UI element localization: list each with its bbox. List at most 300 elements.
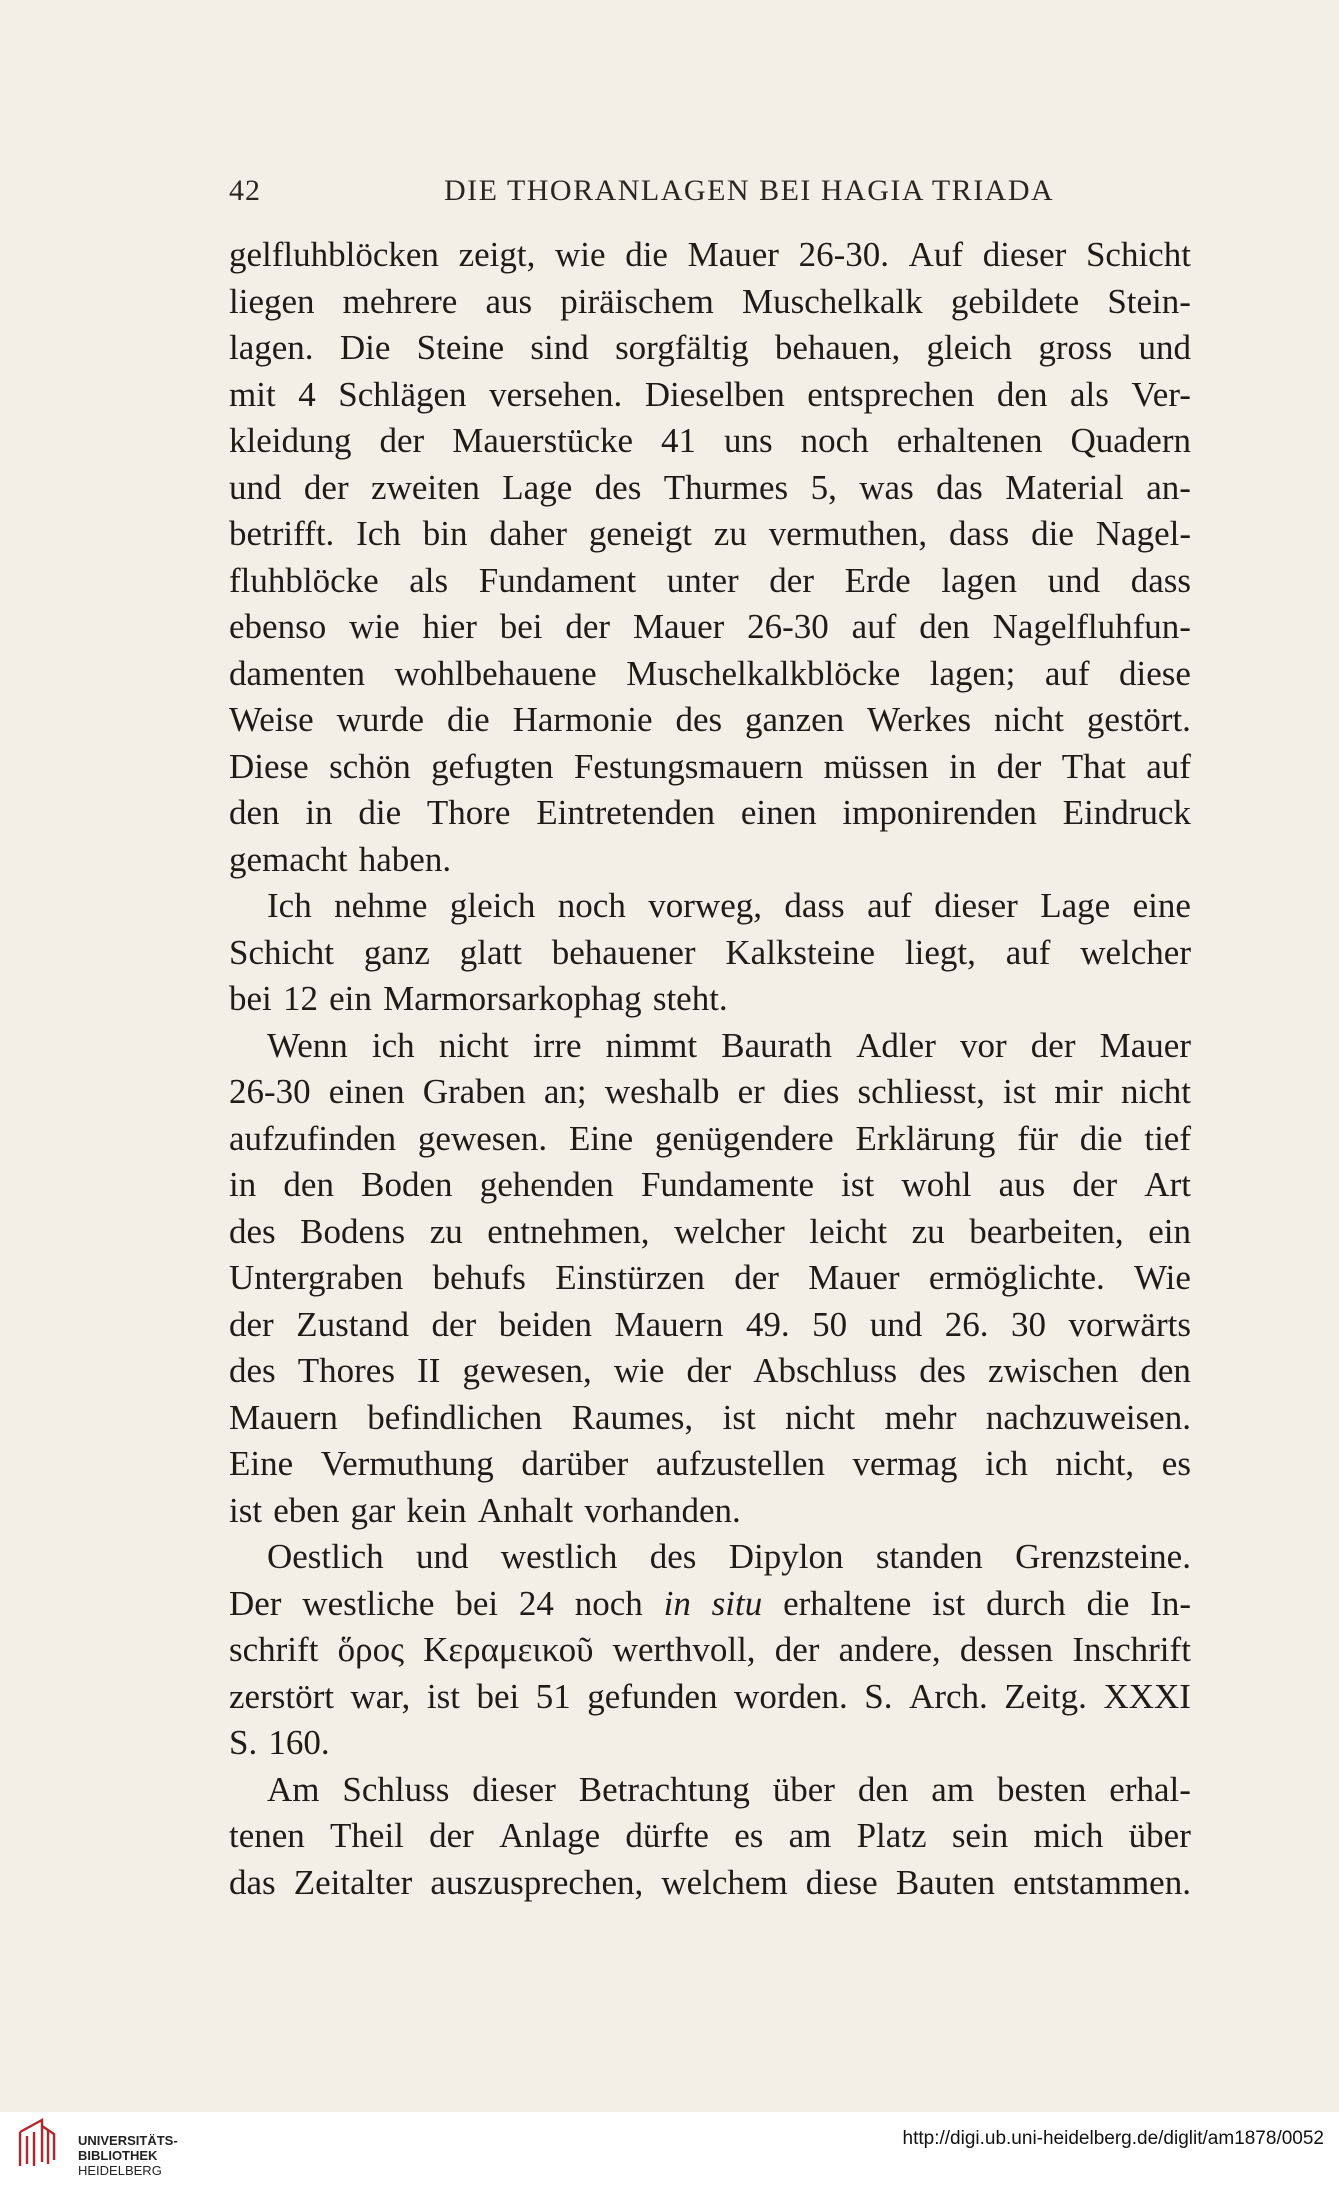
word: Zeitalter xyxy=(293,1862,413,1902)
word: Nagel- xyxy=(1095,514,1191,553)
word: nimmt xyxy=(605,1025,698,1065)
word: noch xyxy=(574,1583,643,1623)
word: gewesen. xyxy=(417,1118,548,1158)
word: der xyxy=(379,421,425,460)
word: andere, xyxy=(838,1630,941,1669)
word: dieser xyxy=(472,1769,556,1809)
word: der xyxy=(734,1258,779,1297)
word: welcher xyxy=(674,1211,785,1251)
word: bei xyxy=(229,979,272,1018)
word: 24 xyxy=(518,1583,554,1623)
word: Mauer xyxy=(687,235,779,274)
word: noch xyxy=(557,886,626,925)
word: die xyxy=(625,235,668,274)
text-line xyxy=(229,511,1191,558)
word: Erde xyxy=(844,560,911,600)
word: schliesst, xyxy=(857,1072,985,1111)
text-line xyxy=(229,1534,1191,1581)
word: die xyxy=(358,793,402,832)
word: den xyxy=(283,1165,334,1204)
word: Steine xyxy=(416,328,505,367)
word: nehme xyxy=(334,886,428,925)
word: Thurmes xyxy=(663,467,789,507)
word: liegt, xyxy=(904,932,976,972)
word: 5, xyxy=(810,467,837,507)
word: Am xyxy=(267,1769,320,1809)
word: uns xyxy=(724,421,773,460)
word: Dipylon xyxy=(728,1537,844,1576)
word: behufs xyxy=(432,1258,526,1297)
word: Material xyxy=(1005,467,1124,507)
word: dieser xyxy=(982,235,1067,274)
word: Anlage xyxy=(499,1816,601,1855)
text-line xyxy=(229,325,1191,372)
word: auf xyxy=(867,886,912,925)
text-line xyxy=(229,744,1191,791)
word: über xyxy=(1128,1816,1191,1855)
word: dass xyxy=(1130,560,1191,600)
word: Eindruck xyxy=(1062,793,1191,832)
word: standen xyxy=(875,1537,983,1576)
text-line xyxy=(229,1302,1191,1349)
text-line xyxy=(229,232,1191,279)
word: ὅρος xyxy=(337,1630,404,1669)
word: es xyxy=(734,1816,764,1855)
word: Oestlich xyxy=(267,1537,384,1576)
word: in xyxy=(949,746,977,786)
word: zu xyxy=(429,1211,463,1251)
word: ermöglichte. xyxy=(928,1258,1105,1297)
word: den xyxy=(1140,1351,1191,1390)
page-number: 42 xyxy=(229,174,261,207)
word: vor xyxy=(960,1025,1007,1065)
word: entnehmen, xyxy=(487,1211,650,1251)
text-line xyxy=(229,1069,1191,1116)
word: ist xyxy=(841,1165,875,1204)
word: aufzufinden xyxy=(229,1118,397,1158)
word: 49. xyxy=(745,1304,790,1344)
word: vorweg, xyxy=(648,886,762,925)
text-line xyxy=(229,418,1191,465)
word: tief xyxy=(1144,1118,1191,1158)
word: ist xyxy=(722,1397,756,1437)
word: That xyxy=(1061,746,1126,786)
word: den xyxy=(996,374,1048,414)
text-line xyxy=(229,1348,1191,1395)
word: ein xyxy=(329,979,372,1018)
word: Muschelkalkblöcke xyxy=(626,653,901,693)
word: bei xyxy=(476,1676,520,1716)
word: Boden xyxy=(361,1165,453,1204)
word: westlich xyxy=(500,1537,618,1576)
text-line xyxy=(229,372,1191,419)
text-line xyxy=(229,1767,1191,1814)
word: Raumes, xyxy=(571,1397,694,1437)
library-logo-icon xyxy=(14,2114,64,2170)
word: durch xyxy=(986,1583,1066,1623)
word: Eine xyxy=(568,1118,634,1158)
word: 160. xyxy=(268,1723,330,1762)
word: zerstört xyxy=(229,1676,334,1716)
word: eben xyxy=(273,1490,340,1530)
word: zeigt, xyxy=(458,235,536,274)
word: dieser xyxy=(934,886,1018,925)
word: sind xyxy=(530,328,589,367)
word: gleich xyxy=(449,886,536,925)
word: einen xyxy=(740,793,817,832)
word: zwischen xyxy=(988,1351,1119,1390)
word: gelfluhblöcken xyxy=(229,235,439,274)
word: der xyxy=(1030,1025,1076,1065)
text-line xyxy=(229,1860,1191,1907)
word: vermuthen, xyxy=(768,514,928,553)
word: ist xyxy=(229,1490,263,1530)
word: unter xyxy=(666,560,739,600)
word: In- xyxy=(1150,1583,1191,1623)
word: tenen xyxy=(229,1816,305,1855)
word: mehr xyxy=(884,1397,957,1437)
word: ist xyxy=(932,1583,966,1623)
word: Art xyxy=(1144,1165,1191,1204)
word: gewesen, xyxy=(462,1351,592,1390)
word: wie xyxy=(349,607,400,646)
word: 50 xyxy=(812,1304,848,1344)
word: war, xyxy=(350,1676,411,1716)
word: 26-30 xyxy=(229,1072,311,1111)
word: gleich xyxy=(926,328,1013,367)
word: der xyxy=(303,467,349,507)
word: Lage xyxy=(1040,886,1111,925)
word: der xyxy=(996,746,1042,786)
running-title: DIE THORANLAGEN BEI HAGIA TRIADA xyxy=(444,174,1055,207)
word: lagen; xyxy=(929,653,1016,693)
word: Mauer xyxy=(1099,1025,1191,1065)
word: Anhalt xyxy=(477,1490,574,1530)
page-header xyxy=(229,174,1195,214)
word: erhaltenen xyxy=(896,421,1043,460)
word: Diese xyxy=(229,746,309,786)
text-line xyxy=(229,1627,1191,1674)
word: wie xyxy=(613,1351,665,1390)
word: 41 xyxy=(661,421,696,460)
word: Mauerstücke xyxy=(452,421,633,460)
word: gar xyxy=(350,1490,396,1530)
word: erhaltene xyxy=(783,1583,912,1623)
word: nicht xyxy=(994,700,1065,739)
library-line-1: UNIVERSITÄTS- xyxy=(78,2133,178,2148)
word: vorhanden. xyxy=(584,1490,741,1530)
word: den xyxy=(229,793,280,832)
word: und xyxy=(1047,560,1101,600)
word: zu xyxy=(911,1211,945,1251)
text-line xyxy=(229,1023,1191,1070)
word: ist xyxy=(1003,1072,1037,1111)
word: der xyxy=(1072,1165,1118,1204)
word: dass xyxy=(949,514,1010,553)
word: Baurath xyxy=(721,1025,833,1065)
word: behauener xyxy=(551,932,696,972)
word: Mauer xyxy=(808,1258,900,1297)
word: über xyxy=(772,1769,835,1809)
word: an- xyxy=(1146,467,1191,507)
word: in xyxy=(663,1583,691,1623)
word: einen xyxy=(328,1072,405,1111)
word: Auf xyxy=(908,235,964,274)
word: darüber xyxy=(521,1444,629,1483)
word: nicht xyxy=(438,1025,509,1065)
word: betrifft. xyxy=(229,514,335,553)
word: erhal- xyxy=(1109,1769,1191,1809)
word: vermag xyxy=(852,1444,958,1483)
word: gefugten xyxy=(431,746,554,786)
word: des xyxy=(229,1351,276,1390)
word: noch xyxy=(800,421,869,460)
word: 26. xyxy=(944,1304,989,1344)
word: entstammen. xyxy=(1013,1862,1191,1902)
word: piräischem xyxy=(560,281,714,321)
word: dessen xyxy=(959,1630,1054,1669)
word: ich xyxy=(985,1444,1028,1483)
word: imponirenden xyxy=(842,793,1037,832)
word: auf xyxy=(851,607,897,646)
word: besten xyxy=(996,1769,1087,1809)
word: entsprechen xyxy=(807,374,975,414)
text-line xyxy=(229,1488,1191,1535)
word: Schicht xyxy=(1085,235,1191,274)
word: Erklärung xyxy=(855,1118,996,1158)
library-line-3: HEIDELBERG xyxy=(78,2163,162,2178)
word: haben. xyxy=(358,839,452,879)
word: Zeitg. xyxy=(1004,1676,1087,1716)
word: 26-30 xyxy=(747,607,829,646)
word: Vermuthung xyxy=(320,1444,494,1483)
text-line xyxy=(229,1720,1191,1767)
word: Dieselben xyxy=(644,374,785,414)
word: Fundament xyxy=(478,560,637,600)
word: worden. xyxy=(734,1676,848,1716)
word: und xyxy=(229,467,282,507)
word: Ich xyxy=(267,886,312,925)
word: 12 xyxy=(282,979,318,1018)
word: es xyxy=(1161,1444,1191,1483)
word: als xyxy=(1069,374,1109,414)
word: irre xyxy=(532,1025,582,1065)
word: den xyxy=(857,1769,909,1809)
word: die xyxy=(1086,1583,1130,1623)
word: S. xyxy=(229,1723,258,1762)
word: Thore xyxy=(426,793,511,832)
word: Theil xyxy=(330,1816,404,1855)
word: gehenden xyxy=(479,1165,614,1204)
word: ein xyxy=(1148,1211,1191,1251)
word: der xyxy=(774,1630,820,1669)
word: situ xyxy=(711,1583,763,1623)
word: 51 xyxy=(535,1676,571,1716)
word: II xyxy=(417,1351,441,1390)
word: Schluss xyxy=(342,1769,450,1809)
word: Wenn xyxy=(267,1025,348,1065)
word: 4 xyxy=(298,374,316,414)
word: fluhblöcke xyxy=(229,560,379,600)
word: beiden xyxy=(498,1304,593,1344)
word: dürfte xyxy=(625,1816,709,1855)
word: diese xyxy=(805,1862,878,1902)
word: lagen xyxy=(941,560,1018,600)
word: befindlichen xyxy=(367,1397,543,1437)
text-line xyxy=(229,465,1191,512)
word: Nagelfluhfun- xyxy=(992,607,1191,646)
word: S. xyxy=(864,1676,893,1716)
word: schrift xyxy=(229,1630,319,1669)
word: für xyxy=(1017,1118,1059,1158)
word: geneigt xyxy=(588,514,692,553)
word: damenten xyxy=(229,653,366,693)
word: und xyxy=(415,1537,469,1576)
text-line xyxy=(229,1116,1191,1163)
word: bei xyxy=(455,1583,499,1623)
word: wurde xyxy=(336,700,425,739)
word: nicht, xyxy=(1055,1444,1135,1483)
word: der xyxy=(686,1351,732,1390)
word: Bauten xyxy=(895,1862,995,1902)
word: Muschelkalk xyxy=(741,281,923,321)
word: mit xyxy=(229,374,276,414)
word: sorgfältig xyxy=(615,328,749,367)
text-line xyxy=(229,558,1191,605)
word: der xyxy=(429,1816,474,1855)
word: des xyxy=(675,700,723,739)
word: Stein- xyxy=(1107,281,1191,321)
text-line xyxy=(229,1395,1191,1442)
word: schön xyxy=(329,746,411,786)
word: Eintretenden xyxy=(536,793,716,832)
word: die xyxy=(1031,514,1074,553)
word: bin xyxy=(422,514,468,553)
word: genügendere xyxy=(654,1118,834,1158)
word: ganz xyxy=(363,932,430,972)
word: Die xyxy=(339,328,391,367)
word: Inschrift xyxy=(1072,1630,1191,1669)
word: auf xyxy=(1146,746,1191,786)
word: der xyxy=(769,560,814,600)
text-line xyxy=(229,1255,1191,1302)
text-line xyxy=(229,1813,1191,1860)
text-line xyxy=(229,1674,1191,1721)
text-line xyxy=(229,651,1191,698)
word: mir xyxy=(1054,1072,1103,1111)
word: als xyxy=(409,560,449,600)
word: wohlbehauene xyxy=(394,653,597,693)
word: auszusprechen, xyxy=(430,1862,644,1902)
text-line xyxy=(229,1581,1191,1628)
word: Werkes xyxy=(867,700,972,739)
word: nicht xyxy=(1120,1072,1191,1111)
word: kleidung xyxy=(229,421,352,460)
text-line xyxy=(229,976,1191,1023)
word: Adler xyxy=(856,1025,936,1065)
word: nachzuweisen. xyxy=(985,1397,1191,1437)
word: eine xyxy=(1132,886,1191,925)
word: zweiten xyxy=(371,467,480,507)
text-line xyxy=(229,837,1191,884)
text-line xyxy=(229,790,1191,837)
word: Mauern xyxy=(614,1304,724,1344)
word: Mauern xyxy=(229,1397,338,1437)
word: kein xyxy=(406,1490,467,1530)
word: auf xyxy=(1005,932,1051,972)
word: welcher xyxy=(1080,932,1191,972)
word: sein xyxy=(951,1816,1009,1855)
word: Schicht xyxy=(229,932,334,972)
word: der xyxy=(229,1304,274,1344)
text-line xyxy=(229,1441,1191,1488)
text-line xyxy=(229,1209,1191,1256)
word: der xyxy=(565,607,611,646)
word: Ich xyxy=(356,514,401,553)
library-line-2: BIBLIOTHEK xyxy=(78,2148,158,2163)
word: Weise xyxy=(229,700,314,739)
word: des xyxy=(229,1211,276,1251)
text-line xyxy=(229,883,1191,930)
word: Festungsmauern xyxy=(573,746,804,786)
word: mich xyxy=(1033,1816,1104,1855)
word: den xyxy=(919,607,970,646)
word: hier xyxy=(422,607,477,646)
word: westliche xyxy=(302,1583,435,1623)
word: 30 xyxy=(1010,1304,1046,1344)
word: in xyxy=(229,1165,257,1204)
word: Wie xyxy=(1134,1258,1191,1297)
word: bearbeiten, xyxy=(969,1211,1124,1251)
word: was xyxy=(859,467,914,507)
word: Abschluss xyxy=(753,1351,898,1390)
word: ist xyxy=(426,1676,460,1716)
word: lagen. xyxy=(229,328,314,367)
word: 26-30. xyxy=(798,235,889,274)
word: mehrere xyxy=(342,281,458,321)
body-text xyxy=(229,232,1191,1906)
word: weshalb xyxy=(604,1072,720,1111)
word: Platz xyxy=(856,1816,927,1855)
word: am xyxy=(931,1769,975,1809)
word: ich xyxy=(371,1025,415,1065)
word: das xyxy=(936,467,983,507)
text-line xyxy=(229,1162,1191,1209)
word: wohl xyxy=(901,1165,972,1204)
word: Harmonie xyxy=(512,700,653,739)
source-url-link[interactable]: http://digi.ub.uni-heidelberg.de/diglit/am1878/0052 xyxy=(902,2128,1324,2149)
word: Grenzsteine. xyxy=(1015,1537,1191,1576)
word: Graben xyxy=(422,1072,526,1111)
word: Thores xyxy=(297,1351,395,1390)
word: dass xyxy=(784,886,845,925)
word: gross xyxy=(1038,328,1113,367)
word: nicht xyxy=(785,1397,856,1437)
word: Arch. xyxy=(909,1676,988,1716)
word: an; xyxy=(543,1072,587,1111)
word: ebenso xyxy=(229,607,327,646)
word: das xyxy=(229,1862,276,1902)
word: die xyxy=(446,700,490,739)
word: aus xyxy=(485,281,533,321)
word: Einstürzen xyxy=(555,1258,705,1297)
word: müssen xyxy=(823,746,929,786)
word: der xyxy=(431,1304,477,1344)
word: dies xyxy=(782,1072,840,1111)
word: daher xyxy=(489,514,568,553)
word: die xyxy=(1079,1118,1123,1158)
word: des xyxy=(919,1351,966,1390)
